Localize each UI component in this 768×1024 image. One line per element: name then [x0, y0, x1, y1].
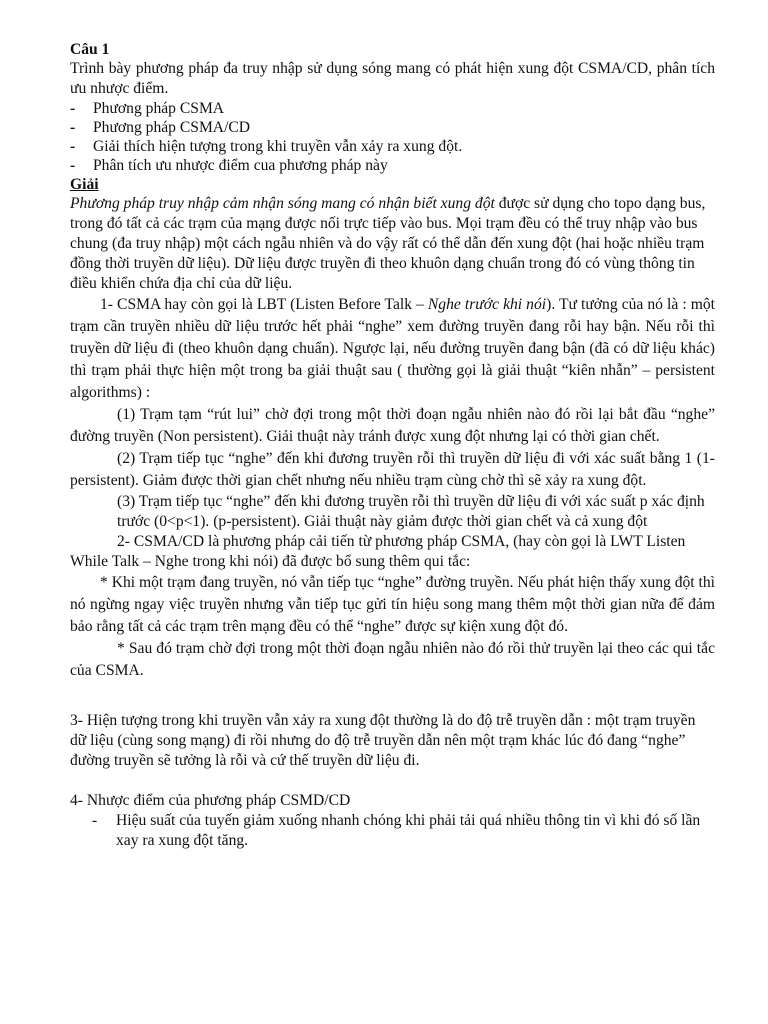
list-item-text: Phân tích ưu nhược điểm cua phương pháp này — [93, 157, 388, 174]
csmacd-paragraph: 2- CSMA/CD là phương pháp cải tiến từ phương pháp CSMA, (hay còn gọi là LWT Listen While Talk – Nghe trong khi nói) đã được bổ sung thêm qui tắc: — [70, 533, 686, 570]
spacer — [70, 682, 715, 711]
algorithm-2: (2) Trạm tiếp tục “nghe” đến khi đương truyền rỗi thì truyền dữ liệu đi với xác suất bằng 1 (1-persistent). Giảm được thời gian chết nhưng nếu nhiều trạm cùng chờ thì sẽ xảy ra xung đột. — [70, 450, 715, 489]
list-item-text: Phương pháp CSMA/CD — [93, 119, 251, 136]
document-page — [70, 40, 715, 851]
question-prompt: Trình bày phương pháp đa truy nhập sử dụng sóng mang có phát hiện xung đột CSMA/CD, phân tích ưu nhược điểm. — [70, 60, 715, 97]
bullet-marker: - — [70, 138, 76, 155]
bullet-marker: - — [70, 157, 76, 174]
question-title: Câu 1 — [70, 41, 110, 58]
list-item — [70, 156, 715, 175]
bullet-marker: - — [70, 100, 76, 117]
list-item — [70, 811, 715, 851]
list-item — [70, 118, 715, 137]
list-item-text: Phương pháp CSMA — [93, 100, 225, 117]
list-item-text: Giải thích hiện tượng trong khi truyền vẫn xảy ra xung đột. — [93, 138, 463, 155]
answer-heading: Giải — [70, 176, 99, 193]
bullet-marker: - — [70, 119, 76, 136]
answer-intro — [70, 194, 715, 294]
list-item-text: Hiệu suất của tuyến giảm xuống nhanh chóng khi phải tải quá nhiều thông tin vì khi đó số lần xay ra xung đột tăng. — [116, 812, 701, 849]
csma-text-b: ). Tư tưởng của nó là : một trạm cần truyền nhiều dữ liệu trước hết phải “nghe” xem đường truyền đang rỗi hay bận. Nếu rỗi thì truyền dữ liệu đi (theo khuôn dạng chuẩn). Ngược lại, nếu đường truyền đang bận (đã có dữ liệu khác) thì trạm phải thực hiện một trong ba giải thuật sau ( thường gọi là giải thuật “kiên nhẫn” – persistent algorithms) : — [70, 296, 715, 401]
algorithm-3: (3) Trạm tiếp tục “nghe” đến khi đương truyền rỗi thì truyền dữ liệu đi với xác suất p xác định trước (0<p<1). (p-persistent). Giải thuật này giảm được thời gian chết và cả xung đột — [117, 493, 705, 530]
section-4-title: 4- Nhược điểm của phương pháp CSMD/CD — [70, 792, 351, 809]
csmacd-rule-1: * Khi một trạm đang truyền, nó vẫn tiếp tục “nghe” đường truyền. Nếu phát hiện thấy xung đột thì nó ngừng ngay việc truyền nhưng vẫn tiếp tục gửi tín hiệu song mang thêm một thời gian nữa để đảm bảo rằng tất cả các trạm trên mạng đều có thể “nghe” được sự kiện xung đột đó. — [70, 574, 715, 635]
csma-italic: Nghe trước khi nói — [427, 296, 547, 313]
csma-text-a: 1- CSMA hay còn gọi là LBT (Listen Before Talk – — [100, 296, 428, 313]
csma-paragraph — [70, 294, 715, 404]
list-item — [70, 99, 715, 118]
intro-italic: Phương pháp truy nhập cảm nhận sóng mang có nhận biết xung đột — [70, 195, 495, 212]
section-3-paragraph: 3- Hiện tượng trong khi truyền vẫn xảy ra xung đột thường là do độ trễ truyền dẫn : một trạm truyền dữ liệu (cùng song mạng) đi rồi nhưng do độ trễ truyền dẫn nên một trạm khác lúc đó đang “nghe” đường truyền sẽ tưởng là rỗi và cứ thế truyền dữ liệu đi. — [70, 712, 696, 769]
intro-rest: được sử dụng cho topo dạng bus, trong đó tất cả các trạm của mạng được nối trực tiếp vào bus. Mọi trạm đều có thể truy nhập vào bus chung (đa truy nhập) một cách ngẫu nhiên và do vậy rất có thể dẫn đến xung đột (hai hoặc nhiều trạm đồng thời truyền dữ liệu). Dữ liệu được truyền đi theo khuôn dạng chuẩn trong đó có vùng thông tin điều khiển chứa địa chỉ của dữ liệu. — [70, 195, 706, 292]
spacer — [70, 771, 715, 791]
list-item — [70, 137, 715, 156]
section-4-list — [70, 811, 715, 851]
question-bullet-list — [70, 99, 715, 175]
bullet-marker: - — [92, 812, 98, 829]
csmacd-rule-2: * Sau đó trạm chờ đợi trong một thời đoạn ngẫu nhiên nào đó rồi thử truyền lại theo các qui tắc của CSMA. — [70, 640, 715, 679]
algorithm-1: (1) Trạm tạm “rút lui” chờ đợi trong một thời đoạn ngẫu nhiên nào đó rồi lại bắt đầu “nghe” đường truyền (Non persistent). Giải thuật này tránh được xung đột nhưng lại có thời gian chết. — [70, 406, 715, 445]
